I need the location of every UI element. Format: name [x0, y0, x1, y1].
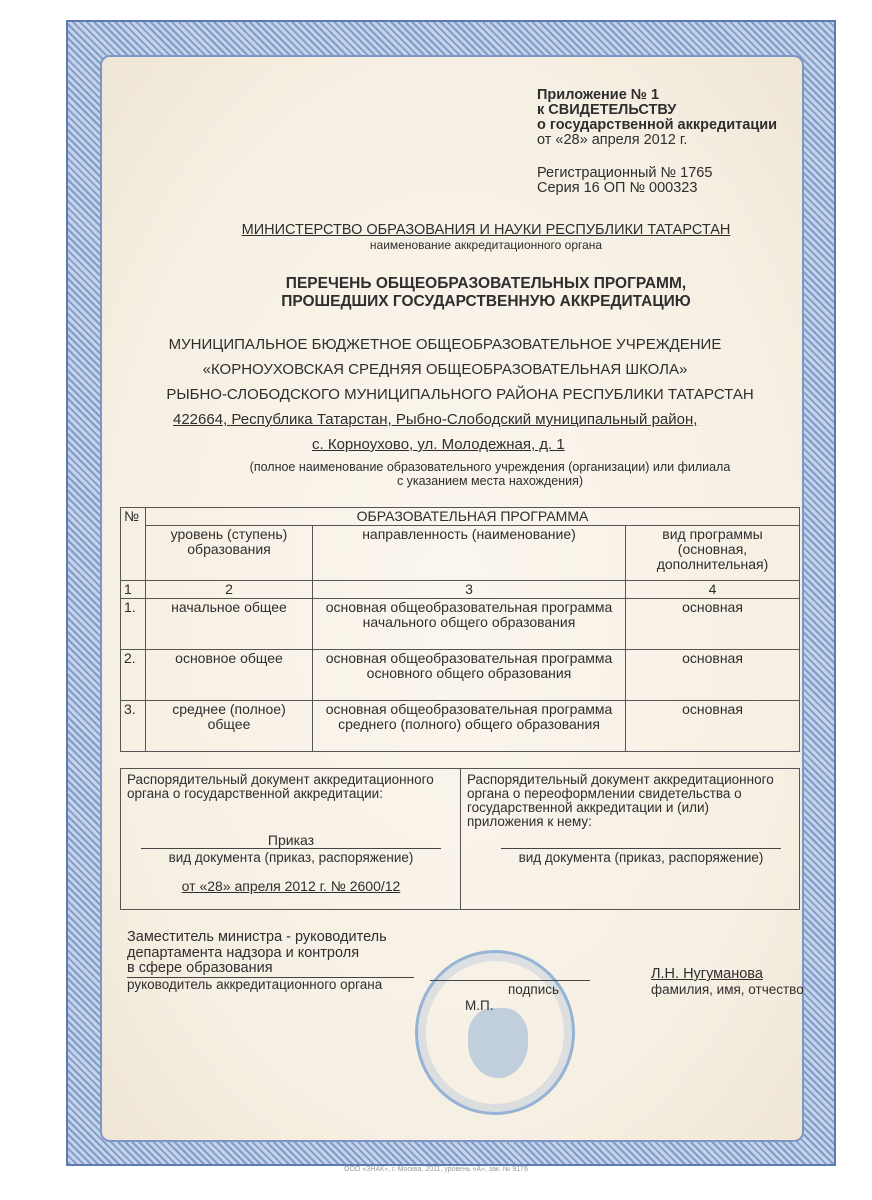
caption-line: (полное наименование образовательного учреждения (организации) или филиала [249, 460, 731, 474]
col-level-header: уровень (ступень) образования [146, 526, 313, 581]
appendix-certificate: к СВИДЕТЕЛЬСТВУ [537, 102, 677, 118]
row-direction: основная общеобразовательная программа среднего (полного) общего образования [313, 701, 626, 752]
eagle-emblem-icon [468, 1008, 528, 1078]
order-doc-caption: вид документа (приказ, распоряжение) [518, 850, 764, 865]
row-num: 2. [121, 650, 146, 701]
signatory-name: Л.Н. Нугуманова [651, 966, 763, 982]
page-title [100, 275, 872, 311]
seal-placeholder: М.П. [465, 998, 494, 1013]
appendix-number: Приложение № 1 [537, 87, 660, 103]
institution-line: МУНИЦИПАЛЬНОЕ БЮДЖЕТНОЕ ОБЩЕОБРАЗОВАТЕЛЬНОЕ УЧРЕЖДЕНИЕ [168, 336, 722, 353]
title-line: ПЕРЕЧЕНЬ ОБЩЕОБРАЗОВАТЕЛЬНЫХ ПРОГРАММ, [285, 275, 687, 292]
appendix-date: от «28» апреля 2012 г. [537, 132, 688, 148]
institution-line: РЫБНО-СЛОБОДСКОГО МУНИЦИПАЛЬНОГО РАЙОНА РЕСПУБЛИКИ ТАТАРСТАН [166, 386, 754, 403]
table-row [121, 650, 800, 701]
num-header: № [121, 508, 146, 581]
col-number: 1 [121, 581, 146, 599]
order-doc-caption: вид документа (приказ, распоряжение) [168, 850, 414, 865]
registration-number: Регистрационный № 1765 [537, 165, 713, 181]
position-line: департамента надзора и контроля [127, 944, 360, 961]
series-number: Серия 16 ОП № 000323 [537, 180, 698, 196]
position-line: Заместитель министра - руководитель [127, 929, 387, 945]
institution-line: «КОРНОУХОВСКАЯ СРЕДНЯЯ ОБЩЕОБРАЗОВАТЕЛЬНАЯ ШКОЛА» [202, 361, 688, 378]
order-date: от «28» апреля 2012 г. № 2600/12 [181, 878, 401, 894]
row-level: начальное общее [146, 599, 313, 650]
order-doc-type: Приказ [267, 832, 315, 848]
position-caption: руководитель аккредитационного органа [127, 976, 383, 992]
appendix-accreditation: о государственной аккредитации [537, 117, 778, 133]
accreditation-order [121, 769, 461, 909]
signature-caption: подпись [508, 982, 560, 997]
row-direction: основная общеобразовательная программа основного общего образования [313, 650, 626, 701]
caption-line: с указанием места нахождения) [396, 474, 584, 488]
orders-box [120, 768, 800, 910]
position-line: в сфере образования [127, 960, 273, 976]
col-number: 3 [313, 581, 626, 599]
authority-block [100, 222, 872, 252]
authority-name: МИНИСТЕРСТВО ОБРАЗОВАНИЯ И НАУКИ РЕСПУБЛИКИ ТАТАРСТАН [241, 222, 731, 238]
institution-address: 422664, Республика Татарстан, Рыбно-Слободский муниципальный район, [173, 411, 698, 428]
appendix-header [537, 88, 777, 196]
row-type: основная [626, 599, 800, 650]
reissue-order [461, 769, 799, 909]
group-header: ОБРАЗОВАТЕЛЬНАЯ ПРОГРАММА [146, 508, 800, 526]
row-num: 3. [121, 701, 146, 752]
institution-caption [190, 460, 790, 488]
title-line: ПРОШЕДШИХ ГОСУДАРСТВЕННУЮ АККРЕДИТАЦИЮ [281, 293, 691, 310]
col-type-header: вид программы (основная, дополнительная) [626, 526, 800, 581]
row-type: основная [626, 650, 800, 701]
institution-block [100, 332, 790, 407]
col-number: 4 [626, 581, 800, 599]
row-level: основное общее [146, 650, 313, 701]
col-number: 2 [146, 581, 313, 599]
row-num: 1. [121, 599, 146, 650]
order-title: Распорядительный документ аккредитационного органа о государственной аккредитации: [127, 772, 434, 801]
table-row [121, 701, 800, 752]
row-level: среднее (полное) общее [146, 701, 313, 752]
programs-table [120, 507, 800, 752]
row-type: основная [626, 701, 800, 752]
col-direction-header: направленность (наименование) [313, 526, 626, 581]
printer-imprint: ООО «ЗНАК», г. Москва, 2011, уровень «А», зак. № 9176 [344, 1166, 528, 1173]
row-direction: основная общеобразовательная программа начального общего образования [313, 599, 626, 650]
table-row [121, 599, 800, 650]
authority-caption: наименование аккредитационного органа [369, 238, 603, 252]
signatory-name-caption: фамилия, имя, отчество [651, 982, 804, 997]
official-seal [415, 950, 575, 1115]
order-title: Распорядительный документ аккредитационного органа о переоформлении свидетельства о государственной аккредитации и (или) приложения к нему: [467, 772, 774, 829]
institution-address: с. Корноухово, ул. Молодежная, д. 1 [312, 436, 565, 453]
signatory-position [127, 930, 387, 992]
